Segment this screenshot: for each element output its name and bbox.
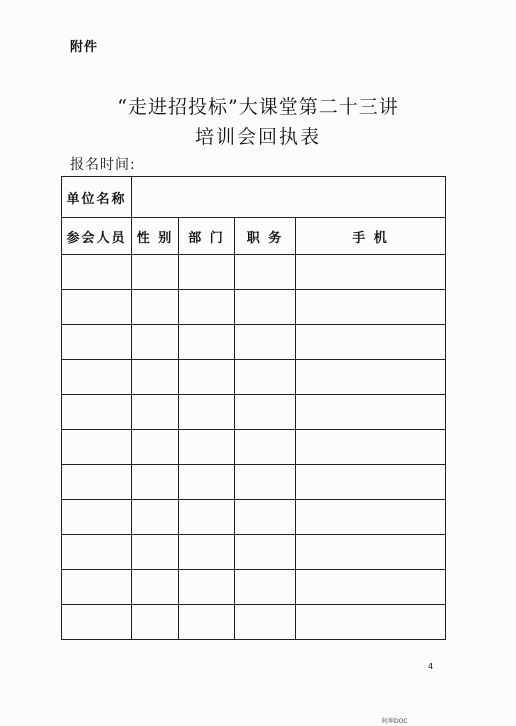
- department-cell[interactable]: [179, 465, 235, 500]
- department-cell[interactable]: [179, 605, 235, 640]
- title-line-2: 培训会回执表: [194, 126, 321, 148]
- unit-name-row: [62, 177, 446, 218]
- attachment-label: 附件: [70, 40, 99, 55]
- gender-cell[interactable]: [132, 395, 179, 430]
- gender-cell[interactable]: [132, 570, 179, 605]
- department-cell[interactable]: [179, 570, 235, 605]
- unit-name-label: 单位名称: [62, 177, 132, 218]
- attendee-cell[interactable]: [62, 430, 132, 465]
- mobile-cell[interactable]: [296, 605, 446, 640]
- position-cell[interactable]: [235, 395, 296, 430]
- header-department: 部 门: [179, 218, 235, 255]
- table-row: [62, 290, 446, 325]
- position-cell[interactable]: [235, 255, 296, 290]
- table-row: [62, 500, 446, 535]
- footer-mark: 阿坤DOC: [382, 718, 408, 725]
- attendee-cell[interactable]: [62, 360, 132, 395]
- table-row: [62, 570, 446, 605]
- gender-cell[interactable]: [132, 255, 179, 290]
- position-cell[interactable]: [235, 325, 296, 360]
- mobile-cell[interactable]: [296, 325, 446, 360]
- table-header-row: [62, 218, 446, 255]
- department-cell[interactable]: [179, 325, 235, 360]
- gender-cell[interactable]: [132, 430, 179, 465]
- table-row: [62, 535, 446, 570]
- page-number: 4: [428, 662, 434, 671]
- mobile-cell[interactable]: [296, 430, 446, 465]
- position-cell[interactable]: [235, 500, 296, 535]
- department-cell[interactable]: [179, 430, 235, 465]
- mobile-cell[interactable]: [296, 290, 446, 325]
- table-row: [62, 430, 446, 465]
- registration-time-label: 报名时间:: [70, 157, 136, 173]
- position-cell[interactable]: [235, 605, 296, 640]
- mobile-cell[interactable]: [296, 570, 446, 605]
- attendee-cell[interactable]: [62, 465, 132, 500]
- attendee-cell[interactable]: [62, 570, 132, 605]
- mobile-cell[interactable]: [296, 255, 446, 290]
- attendee-cell[interactable]: [62, 535, 132, 570]
- department-cell[interactable]: [179, 500, 235, 535]
- mobile-cell[interactable]: [296, 395, 446, 430]
- position-cell[interactable]: [235, 570, 296, 605]
- table-row: [62, 255, 446, 290]
- unit-name-field[interactable]: [132, 177, 446, 218]
- attendee-cell[interactable]: [62, 255, 132, 290]
- table-row: [62, 360, 446, 395]
- registration-form-table: [61, 176, 446, 640]
- title-line-1: “走进招投标”大课堂第二十三讲: [117, 96, 399, 118]
- table-row: [62, 395, 446, 430]
- table-row: [62, 465, 446, 500]
- header-mobile: 手 机: [296, 218, 446, 255]
- gender-cell[interactable]: [132, 465, 179, 500]
- attendee-cell[interactable]: [62, 395, 132, 430]
- gender-cell[interactable]: [132, 605, 179, 640]
- position-cell[interactable]: [235, 290, 296, 325]
- position-cell[interactable]: [235, 535, 296, 570]
- header-gender: 性 别: [132, 218, 179, 255]
- attendee-cell[interactable]: [62, 500, 132, 535]
- department-cell[interactable]: [179, 395, 235, 430]
- mobile-cell[interactable]: [296, 500, 446, 535]
- attendee-cell[interactable]: [62, 290, 132, 325]
- header-attendee: 参会人员: [62, 218, 132, 255]
- position-cell[interactable]: [235, 360, 296, 395]
- table-row: [62, 605, 446, 640]
- attendee-cell[interactable]: [62, 605, 132, 640]
- gender-cell[interactable]: [132, 290, 179, 325]
- position-cell[interactable]: [235, 465, 296, 500]
- mobile-cell[interactable]: [296, 465, 446, 500]
- gender-cell[interactable]: [132, 500, 179, 535]
- mobile-cell[interactable]: [296, 360, 446, 395]
- mobile-cell[interactable]: [296, 535, 446, 570]
- gender-cell[interactable]: [132, 535, 179, 570]
- table-row: [62, 325, 446, 360]
- department-cell[interactable]: [179, 255, 235, 290]
- department-cell[interactable]: [179, 535, 235, 570]
- gender-cell[interactable]: [132, 325, 179, 360]
- department-cell[interactable]: [179, 290, 235, 325]
- department-cell[interactable]: [179, 360, 235, 395]
- position-cell[interactable]: [235, 430, 296, 465]
- attendee-cell[interactable]: [62, 325, 132, 360]
- header-position: 职 务: [235, 218, 296, 255]
- gender-cell[interactable]: [132, 360, 179, 395]
